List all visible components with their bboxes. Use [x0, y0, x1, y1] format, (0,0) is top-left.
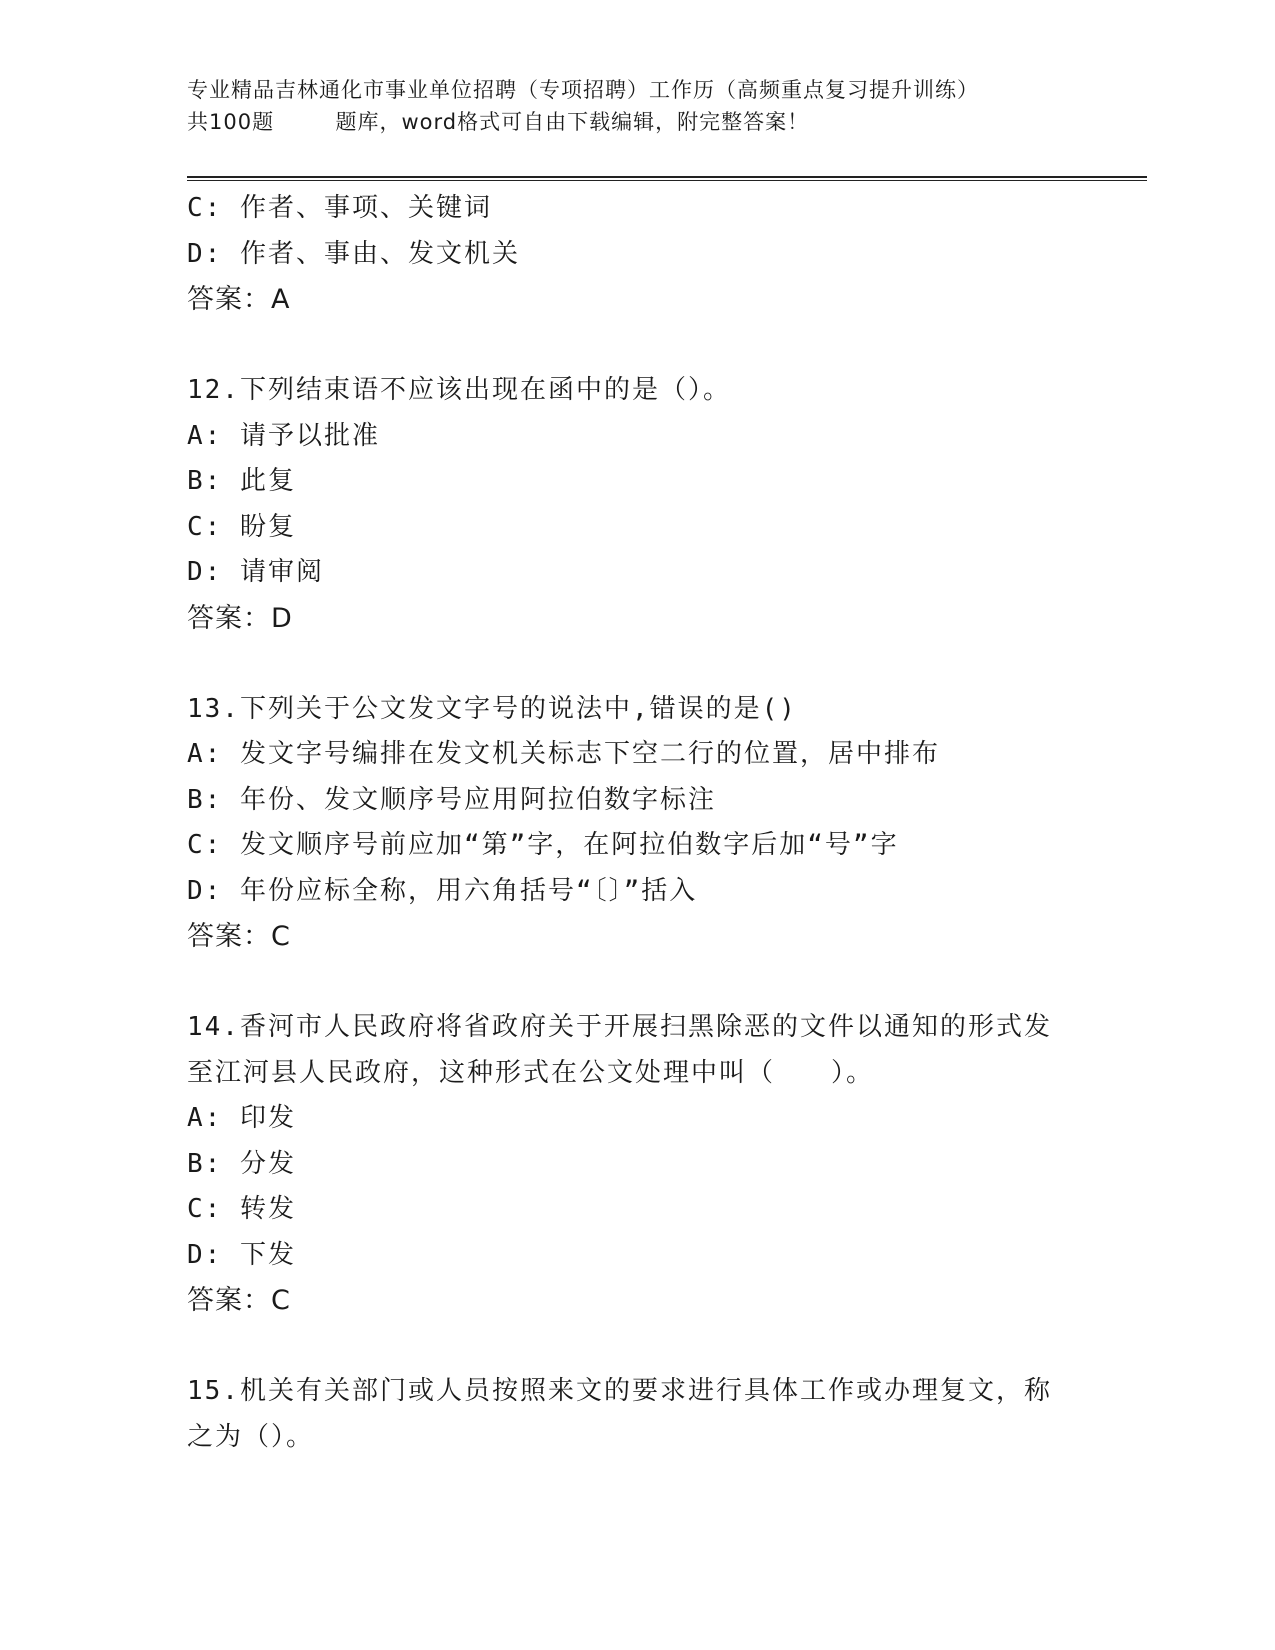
option-d: D: 下发 — [187, 1239, 296, 1270]
option-c: C: 作者、事项、关键词 — [187, 193, 492, 223]
spacer — [187, 641, 1067, 687]
header-title-line-1: 专业精品吉林通化市事业单位招聘（专项招聘）工作历（高频重点复习提升训练） — [187, 78, 979, 102]
answer-label: 答案：A — [187, 284, 291, 315]
option-d: D: 作者、事由、发文机关 — [187, 238, 520, 269]
option-a: A: 请予以批准 — [187, 420, 380, 451]
question-13 — [187, 687, 1067, 960]
answer-label: 答案：D — [187, 602, 293, 634]
question-15 — [187, 1369, 1067, 1460]
question-14 — [187, 1005, 1067, 1324]
question-text: 13.下列关于公文发文字号的说法中,错误的是() — [187, 693, 797, 724]
question-text-line-2: 至江河县人民政府，这种形式在公文处理中叫（ ）。 — [187, 1057, 875, 1088]
option-a: A: 发文字号编排在发文机关标志下空二行的位置，居中排布 — [187, 739, 940, 769]
option-b: B: 年份、发文顺序号应用阿拉伯数字标注 — [187, 784, 716, 815]
question-text-line-2: 之为（）。 — [187, 1421, 315, 1452]
option-c: C: 发文顺序号前应加“第”字，在阿拉伯数字后加“号”字 — [187, 830, 899, 860]
header-divider — [187, 176, 1147, 181]
question-text: 12.下列结束语不应该出现在函中的是（）。 — [187, 375, 731, 405]
spacer — [187, 960, 1067, 1006]
option-c: C: 盼复 — [187, 511, 296, 542]
option-d: D: 请审阅 — [187, 557, 324, 587]
option-d: D: 年份应标全称，用六角括号“〔〕”括入 — [187, 875, 698, 906]
question-12 — [187, 368, 1067, 641]
answer-label: 答案：C — [187, 921, 291, 952]
question-text-line-1: 15.机关有关部门或人员按照来文的要求进行具体工作或办理复文，称 — [187, 1376, 1052, 1406]
option-a: A: 印发 — [187, 1103, 296, 1133]
option-b: B: 分发 — [187, 1148, 296, 1179]
question-content — [187, 186, 1067, 1460]
spacer — [187, 1324, 1067, 1370]
question-11-tail — [187, 186, 1067, 323]
question-text-line-1: 14.香河市人民政府将省政府关于开展扫黑除恶的文件以通知的形式发 — [187, 1012, 1052, 1042]
spacer — [187, 323, 1067, 369]
answer-label: 答案：C — [187, 1285, 291, 1316]
option-c: C: 转发 — [187, 1194, 296, 1224]
document-header — [187, 74, 1087, 138]
header-title-line-2: 共100题 题库，word格式可自由下载编辑，附完整答案！ — [187, 110, 810, 134]
option-b: B: 此复 — [187, 466, 296, 496]
